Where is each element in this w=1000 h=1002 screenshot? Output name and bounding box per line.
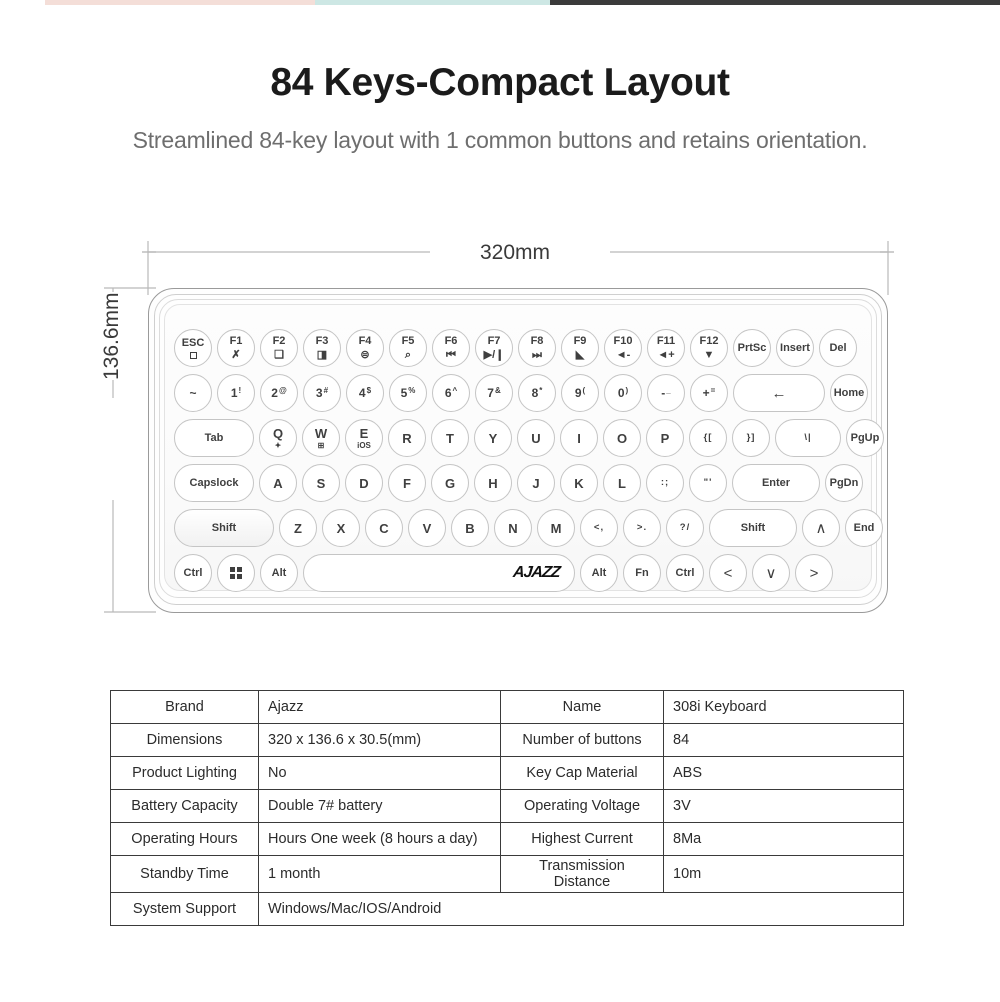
key-f3[interactable]: F3 ◨ xyxy=(303,329,341,367)
fn-glyph-icon: ⏮ xyxy=(446,348,456,361)
key-pgdn[interactable]: PgDn xyxy=(825,464,863,502)
key-6[interactable]: 6 ^ xyxy=(432,374,470,412)
key-7[interactable]: 7 & xyxy=(475,374,513,412)
windows-icon: ⊞ xyxy=(317,440,325,450)
spec-value-cell: 308i Keyboard xyxy=(664,691,904,724)
key-b[interactable]: B xyxy=(451,509,489,547)
spec-label-cell: Operating Voltage xyxy=(501,790,664,823)
spec-label-cell: Highest Current xyxy=(501,823,664,856)
fn-glyph-icon: ▶/❙ xyxy=(483,348,505,361)
key-alt[interactable]: Alt xyxy=(260,554,298,592)
key-f12[interactable]: F12 ▼ xyxy=(690,329,728,367)
key-insert[interactable]: Insert xyxy=(776,329,814,367)
page-subtitle: Streamlined 84-key layout with 1 common buttons and retains orientation. xyxy=(132,126,868,153)
key-f1[interactable]: F1 ✗ xyxy=(217,329,255,367)
key-home[interactable]: Home xyxy=(830,374,868,412)
key-n[interactable]: N xyxy=(494,509,532,547)
spec-value-cell: Hours One week (8 hours a day) xyxy=(259,823,501,856)
fn-glyph-icon: ▼ xyxy=(703,348,715,361)
spec-value-cell: Ajazz xyxy=(259,691,501,724)
key-windows-icon[interactable] xyxy=(217,554,255,592)
key-i[interactable]: I xyxy=(560,419,598,457)
spec-label-cell: Operating Hours xyxy=(111,823,259,856)
key-o[interactable]: O xyxy=(603,419,641,457)
key-key[interactable]: ∨ xyxy=(752,554,790,592)
key-w[interactable]: W ⊞ xyxy=(302,419,340,457)
key-u[interactable]: U xyxy=(517,419,555,457)
strip-segment-teal xyxy=(315,0,550,5)
fn-glyph-icon: ◣ xyxy=(575,348,585,361)
key-9[interactable]: 9 ( xyxy=(561,374,599,412)
table-row xyxy=(111,893,904,926)
key-1[interactable]: 1 ! xyxy=(217,374,255,412)
key-t[interactable]: T xyxy=(431,419,469,457)
key-f10[interactable]: F10 ◄- xyxy=(604,329,642,367)
spec-label-cell: Key Cap Material xyxy=(501,757,664,790)
fn-glyph-icon: ✗ xyxy=(231,348,241,361)
spec-label-cell: Name xyxy=(501,691,664,724)
spec-label-cell: Transmission Distance xyxy=(501,856,664,893)
key-k[interactable]: K xyxy=(560,464,598,502)
fn-glyph-icon: ❏ xyxy=(274,348,284,361)
key-p[interactable]: P xyxy=(646,419,684,457)
key-8[interactable]: 8 * xyxy=(518,374,556,412)
key-f5[interactable]: F5 ⌕ xyxy=(389,329,427,367)
key-a[interactable]: A xyxy=(259,464,297,502)
key-key[interactable]: + = xyxy=(690,374,728,412)
key-4[interactable]: 4 $ xyxy=(346,374,384,412)
keyboard-row-home-row xyxy=(174,463,862,503)
spec-value-cell: ABS xyxy=(664,757,904,790)
key-ctrl[interactable]: Ctrl xyxy=(174,554,212,592)
key-z[interactable]: Z xyxy=(279,509,317,547)
page-header xyxy=(0,62,1000,154)
spec-label-cell: Product Lighting xyxy=(111,757,259,790)
keyboard-row-function-row xyxy=(174,328,862,368)
spec-label-cell: Number of buttons xyxy=(501,724,664,757)
key-key[interactable]: <, xyxy=(580,509,618,547)
key-h[interactable]: H xyxy=(474,464,512,502)
key-f4[interactable]: F4 ⊜ xyxy=(346,329,384,367)
key-end[interactable]: End xyxy=(845,509,883,547)
spec-value-cell: 3V xyxy=(664,790,904,823)
key-del[interactable]: Del xyxy=(819,329,857,367)
key-pgup[interactable]: PgUp xyxy=(846,419,884,457)
key-3[interactable]: 3 # xyxy=(303,374,341,412)
spec-value-cell: 320 x 136.6 x 30.5(mm) xyxy=(259,724,501,757)
top-color-strip xyxy=(0,0,1000,5)
key-5[interactable]: 5 % xyxy=(389,374,427,412)
key-s[interactable]: S xyxy=(302,464,340,502)
spec-label-cell: Dimensions xyxy=(111,724,259,757)
spec-label-cell: Battery Capacity xyxy=(111,790,259,823)
strip-segment-dark xyxy=(550,0,1000,5)
spec-value-cell: Windows/Mac/IOS/Android xyxy=(259,893,904,926)
key-shift[interactable]: Shift xyxy=(174,509,274,547)
spec-value-cell: 84 xyxy=(664,724,904,757)
stop-square-icon xyxy=(190,352,197,359)
key-m[interactable]: M xyxy=(537,509,575,547)
key-capslock[interactable]: Capslock xyxy=(174,464,254,502)
page-title: 84 Keys-Compact Layout xyxy=(270,61,730,104)
fn-glyph-icon: ⌕ xyxy=(404,348,412,361)
key-f9[interactable]: F9 ◣ xyxy=(561,329,599,367)
width-dimension-label: 320mm xyxy=(470,241,560,265)
key-key[interactable]: :; xyxy=(646,464,684,502)
key-f6[interactable]: F6 ⏮ xyxy=(432,329,470,367)
key-c[interactable]: C xyxy=(365,509,403,547)
key-f2[interactable]: F2 ❏ xyxy=(260,329,298,367)
key-v[interactable]: V xyxy=(408,509,446,547)
key-d[interactable]: D xyxy=(345,464,383,502)
spec-value-cell: 10m xyxy=(664,856,904,893)
key-key[interactable]: > xyxy=(795,554,833,592)
key-fn[interactable]: Fn xyxy=(623,554,661,592)
android-icon: ✦ xyxy=(274,440,282,450)
keyboard-diagram xyxy=(148,288,888,613)
key-r[interactable]: R xyxy=(388,419,426,457)
key-q[interactable]: Q ✦ xyxy=(259,419,297,457)
key-key[interactable]: "' xyxy=(689,464,727,502)
key-e[interactable]: E iOS xyxy=(345,419,383,457)
fn-glyph-icon: ◨ xyxy=(316,348,328,361)
key-f[interactable]: F xyxy=(388,464,426,502)
key-alt[interactable]: Alt xyxy=(580,554,618,592)
spec-value-cell: No xyxy=(259,757,501,790)
fn-glyph-icon: ⊜ xyxy=(360,348,370,361)
key-j[interactable]: J xyxy=(517,464,555,502)
table-row xyxy=(111,790,904,823)
key-x[interactable]: X xyxy=(322,509,360,547)
spec-label-cell: System Support xyxy=(111,893,259,926)
table-row xyxy=(111,691,904,724)
table-row xyxy=(111,757,904,790)
table-row xyxy=(111,823,904,856)
key-enter[interactable]: Enter xyxy=(732,464,820,502)
spec-label-cell: Standby Time xyxy=(111,856,259,893)
keyboard-row-number-row xyxy=(174,373,865,413)
strip-segment-pink xyxy=(45,0,315,5)
key-f11[interactable]: F11 ◄+ xyxy=(647,329,685,367)
table-row xyxy=(111,856,904,893)
fn-glyph-icon: ◄+ xyxy=(657,348,675,361)
keyboard-row-qwerty-row xyxy=(174,418,880,458)
key-ctrl[interactable]: Ctrl xyxy=(666,554,704,592)
keyboard-row-shift-row xyxy=(174,508,875,548)
spec-value-cell: 1 month xyxy=(259,856,501,893)
keyboard-keys xyxy=(174,328,880,593)
key-key[interactable]: }] xyxy=(732,419,770,457)
key-sublabel: iOS xyxy=(357,440,371,450)
key-key[interactable]: ?/ xyxy=(666,509,704,547)
height-dimension-label: 136.6mm xyxy=(100,292,123,380)
key-prtsc[interactable]: PrtSc xyxy=(733,329,771,367)
key-key[interactable]: \| xyxy=(775,419,841,457)
table-row xyxy=(111,724,904,757)
specification-table xyxy=(110,690,904,926)
key-g[interactable]: G xyxy=(431,464,469,502)
spec-value-cell: Double 7# battery xyxy=(259,790,501,823)
key-f8[interactable]: F8 ⏭ xyxy=(518,329,556,367)
key-key[interactable]: - _ xyxy=(647,374,685,412)
key-2[interactable]: 2 @ xyxy=(260,374,298,412)
key-l[interactable]: L xyxy=(603,464,641,502)
key-shift[interactable]: Shift xyxy=(709,509,797,547)
key-key[interactable]: {[ xyxy=(689,419,727,457)
key-0[interactable]: 0 ) xyxy=(604,374,642,412)
key-f7[interactable]: F7 ▶/❙ xyxy=(475,329,513,367)
key-key[interactable]: ∧ xyxy=(802,509,840,547)
key-key[interactable]: ← xyxy=(733,374,825,412)
key-key[interactable]: ~ xyxy=(174,374,212,412)
fn-glyph-icon: ⏭ xyxy=(532,348,542,361)
key-y[interactable]: Y xyxy=(474,419,512,457)
ajazz-brand-logo: AJAZZ xyxy=(512,564,561,581)
key-key[interactable]: >. xyxy=(623,509,661,547)
spec-value-cell: 8Ma xyxy=(664,823,904,856)
key-tab[interactable]: Tab xyxy=(174,419,254,457)
fn-glyph-icon: ◄- xyxy=(615,348,631,361)
key-ajazz[interactable] xyxy=(303,554,575,592)
spec-label-cell: Brand xyxy=(111,691,259,724)
windows-icon xyxy=(230,567,242,579)
key-esc[interactable]: ESC xyxy=(174,329,212,367)
keyboard-row-bottom-row xyxy=(174,553,862,593)
key-key[interactable]: < xyxy=(709,554,747,592)
